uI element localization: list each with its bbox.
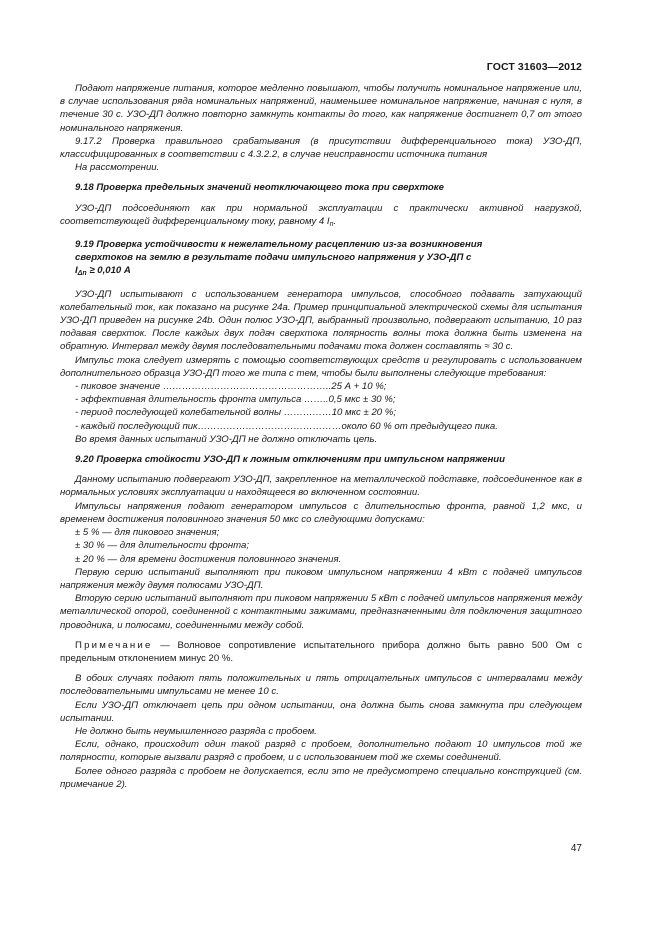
- paragraph: Если, однако, происходит один такой разряд с пробоем, дополнительно подают 10 импульсов той же полярности, которые вызвали разряд с пробоем, и с использованием той же схемы соединений.: [60, 739, 582, 764]
- paragraph: Не должно быть неумышленного разряда с пробоем.: [75, 725, 317, 737]
- paragraph: Во время данных испытаний УЗО-ДП не должно отключать цепь.: [75, 433, 378, 445]
- paragraph: Если УЗО-ДП отключает цепь при одном испытании, она должна быть снова замкнута при следующем испытании.: [60, 699, 582, 724]
- section-heading-9-18: 9.18 Проверка предельных значений неотключающего тока при сверхтоке: [75, 182, 444, 194]
- paragraph: УЗО-ДП подсоединяют как при нормальной эксплуатации с практически активной нагрузкой, соответствующей дифференциальному току, равному 4 $I_n$.: [60, 202, 582, 228]
- tolerance-item: ± 5 % — для пикового значения;: [75, 527, 220, 539]
- clause-9-17-2: 9.17.2 Проверка правильного срабатывания (в присутствии дифференциального тока) УЗО-ДП, классифицированных в соответствии с 4.3.2.2, в случае неисправности источника питания: [60, 135, 582, 161]
- note: Примечание — Волновое сопротивление испытательного прибора должно быть равно 500 Ом с предельным отклонением минус 20 %.: [60, 639, 582, 664]
- paragraph: Вторую серию испытаний выполняют при пиковом напряжении 5 кВт с подачей импульсов напряжения между металлической опорой, соединенной с контактными зажимами, предназначенными для подключения защитного проводника, и полюсами, соединенными между собой.: [60, 593, 582, 631]
- list-item: - пиковое значение ……………………………………………..25 А + 10 %;: [75, 381, 387, 393]
- section-heading-9-20: 9.20 Проверка стойкости УЗО-ДП к ложным отключениям при импульсном напряжении: [75, 454, 506, 466]
- paragraph: Импульс тока следует измерять с помощью соответствующих средств и регулировать с использованием дополнительного образца УЗО-ДП того же типа с тем, чтобы были выполнены следующие требования:: [60, 354, 582, 379]
- list-item: - период последующей колебательной волны ……………10 мкс ± 20 %;: [75, 407, 396, 419]
- paragraph: Импульсы напряжения подают генератором импульсов с длительностью фронта, равной 1,2 мкс, и временем достижения половинного значения 50 мкс со следующими допусками:: [60, 500, 582, 525]
- paragraph: Данному испытанию подвергают УЗО-ДП, закрепленное на металлической подставке, подсоединенное как в нормальных условиях эксплуатации и находящееся во включенном состоянии.: [60, 474, 582, 499]
- tolerance-item: ± 20 % — для времени достижения половинного значения.: [75, 553, 342, 565]
- document-body: [60, 82, 582, 791]
- note-label: Примечание: [75, 639, 153, 651]
- page-header: ГОСТ 31603—2012: [486, 61, 582, 73]
- paragraph: Более одного разряда с пробоем не допускается, если это не предусмотрено специально конструкцией (см. примечание 2).: [60, 765, 582, 790]
- list-item: - эффективная длительность фронта импульса ……..0,5 мкс ± 30 %;: [75, 394, 396, 406]
- paragraph: На рассмотрении.: [75, 162, 160, 174]
- paragraph: Подают напряжение питания, которое медленно повышают, чтобы получить номинальное напряжение или, в случае использования ряда номинальных напряжений, наименьшее номинальное напряжение, начиная с нуля, в течение 30 с. УЗО-ДП должно повторно замкнуть контакты до того, как напряжение достигнет 0,7 от этого номинального напряжения.: [60, 83, 582, 134]
- section-heading-9-19: 9.19 Проверка устойчивости к нежелательному расцеплению из-за возникновения сверхтоков на землю в результате подачи импульсного напряжения у УЗО-ДП с $I_{\Delta n} \ge 0,010$ А: [75, 239, 483, 278]
- tolerance-item: ± 30 % — для длительности фронта;: [75, 540, 249, 552]
- paragraph: Первую серию испытаний выполняют при пиковом импульсном напряжении 4 кВт с подачей импульсов напряжения между двумя полюсами УЗО-ДП.: [60, 566, 582, 591]
- page-number: 47: [570, 843, 582, 854]
- paragraph: УЗО-ДП испытывают с использованием генератора импульсов, способного подавать затухающий колебательный ток, как показано на рисунке 24а. Пример принципиальной электрической схемы для испытания УЗО-ДП приведен на рисунке 24b. Один полюс УЗО-ДП, выбранный произвольно, подвергают испытанию, 10 раз подавая сверхток. После каждых двух подач сверхтока полярность волны тока должна быть изменена на обратную. Интервал между двумя последовательными подачами тока должен составлять ≈ 30 с.: [60, 288, 582, 353]
- list-item: - каждый последующий пик………………………………………около 60 % от предыдущего пика.: [75, 420, 498, 432]
- paragraph: В обоих случаях подают пять положительных и пять отрицательных импульсов с интервалами между последовательными импульсами не менее 10 с.: [60, 673, 582, 698]
